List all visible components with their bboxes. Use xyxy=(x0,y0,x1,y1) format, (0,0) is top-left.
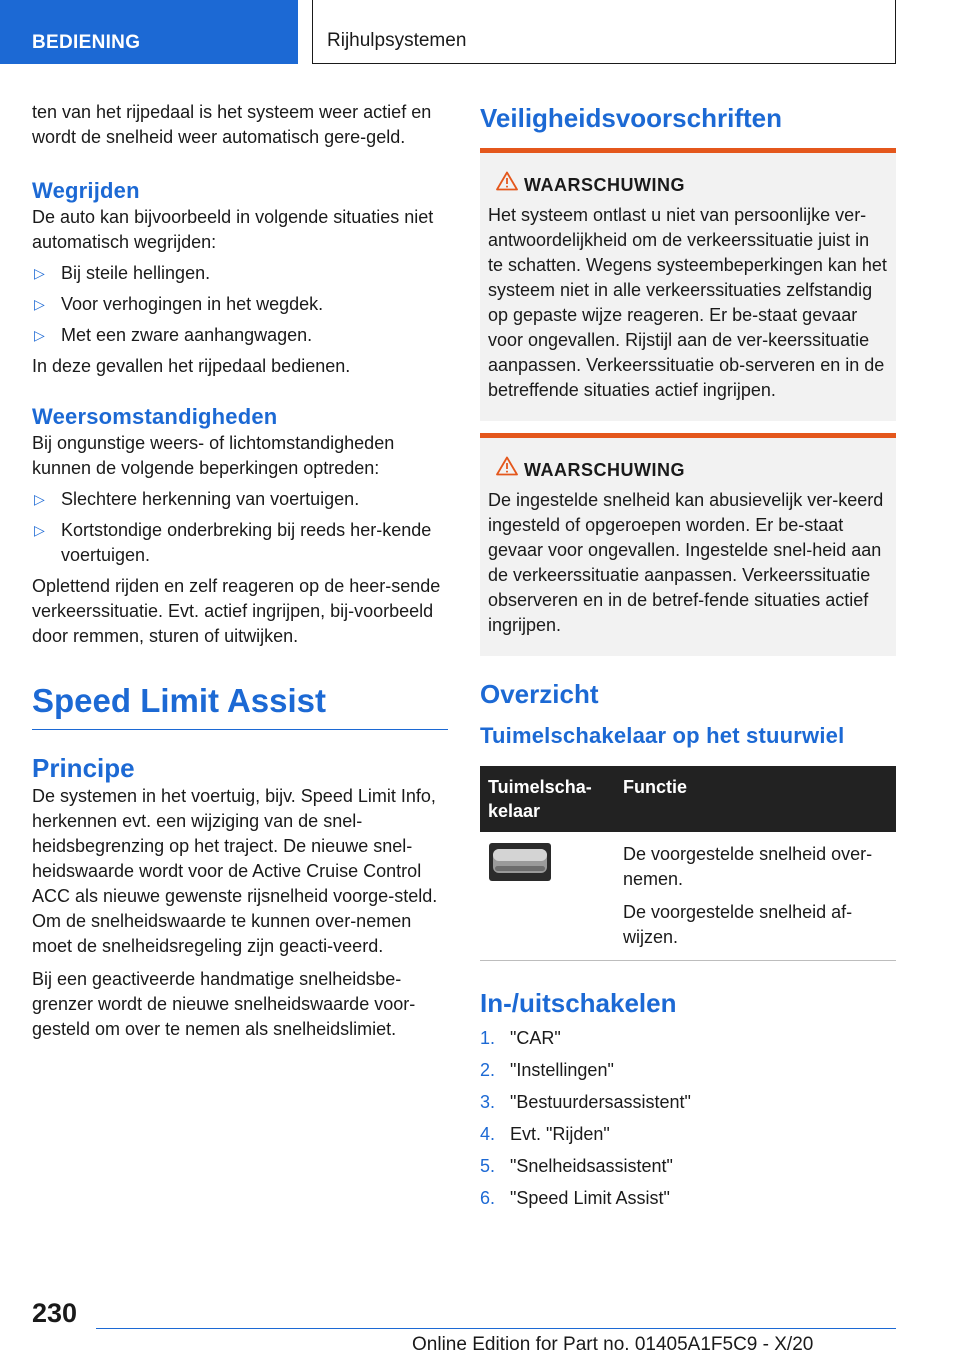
list-item: ▷ Bij steile hellingen. xyxy=(32,261,448,286)
table-header-function: Functie xyxy=(615,766,896,832)
weersomstandigheden-heading: Weersomstandigheden xyxy=(32,404,278,429)
weer-text: Bij ongunstige weers- of lichtomstandigheden kunnen de volgende beperkingen optreden: xyxy=(32,433,395,478)
list-item: ▷ Kortstondige onderbreking bij reeds her-kende voertuigen. xyxy=(34,520,432,565)
triangle-bullet-icon: ▷ xyxy=(34,327,45,343)
list-item: 6. "Speed Limit Assist" xyxy=(480,1188,670,1208)
right-column xyxy=(480,100,896,1211)
wegrijden-heading: Wegrijden xyxy=(32,178,140,203)
warning-title: WAARSCHUWING xyxy=(488,458,888,482)
wegrijden-after: In deze gevallen het rijpedaal bedienen. xyxy=(32,356,351,376)
warning-box xyxy=(480,148,896,421)
controls-table xyxy=(480,766,896,961)
principe-p2: Bij een geactiveerde handmatige snelheidsbe-grenzer wordt de nieuwe snelheidswaarde voor-gesteld om over te nemen als snelheidslimiet. xyxy=(32,969,416,1039)
triangle-bullet-icon: ▷ xyxy=(34,265,45,281)
list-item: 4. Evt. "Rijden" xyxy=(480,1124,610,1144)
rocker-switch-icon xyxy=(488,842,552,882)
intro-paragraph: ten van het rijpedaal is het systeem weer actief en wordt de snelheid weer automatisch gere-geld. xyxy=(32,102,432,147)
tuimelschakelaar-heading: Tuimelschakelaar op het stuurwiel xyxy=(480,723,845,748)
list-item: ▷ Met een zware aanhangwagen. xyxy=(32,323,448,348)
table-header-switch: Tuimelscha-kelaar xyxy=(480,766,615,832)
footer-divider xyxy=(96,1328,896,1329)
chapter-title: Rijhulpsystemen xyxy=(312,0,896,64)
principe-heading: Principe xyxy=(32,753,135,783)
wegrijden-list xyxy=(32,261,448,348)
list-item: ▷ Slechtere herkenning van voertuigen. xyxy=(32,487,448,512)
triangle-bullet-icon: ▷ xyxy=(34,522,45,538)
weer-list xyxy=(32,487,448,568)
warning-box xyxy=(480,433,896,656)
warning-triangle-icon xyxy=(496,456,518,476)
triangle-bullet-icon: ▷ xyxy=(34,491,45,507)
table-row xyxy=(480,832,896,961)
veiligheid-heading: Veiligheidsvoorschriften xyxy=(480,103,782,133)
steps-list xyxy=(480,1026,896,1211)
warning-triangle-icon xyxy=(496,171,518,191)
principe-p1: De systemen in het voertuig, bijv. Speed Limit Info, herkennen evt. een wijziging van de snel-heidsbegrenzing op het traject. De nieuwe snel-heidswaarde wordt voor de Active Cruise Control ACC als nieuwe gewenste rijsnelheid voorge-steld. Om de snelheidswaarde te kunnen over-nemen moet de snelheidsregeling zijn geacti-veerd. xyxy=(32,786,438,956)
speed-limit-assist-heading: Speed Limit Assist xyxy=(32,681,448,730)
in-uitschakelen-heading: In-/uitschakelen xyxy=(480,988,677,1018)
list-item: 5. "Snelheidsassistent" xyxy=(480,1156,673,1176)
left-column xyxy=(32,100,448,1042)
switch-image-cell xyxy=(480,832,615,961)
function-cell xyxy=(615,832,896,961)
triangle-bullet-icon: ▷ xyxy=(34,296,45,312)
weer-after: Oplettend rijden en zelf reageren op de heer-sende verkeerssituatie. Evt. actief ingrijpen, bij-voorbeeld door remmen, sturen of uitwijken. xyxy=(32,576,441,646)
list-item: ▷ Voor verhogingen in het wegdek. xyxy=(32,292,448,317)
list-item: 1. "CAR" xyxy=(480,1028,561,1048)
wegrijden-text: De auto kan bijvoorbeeld in volgende situaties niet automatisch wegrijden: xyxy=(32,207,434,252)
function-accept: De voorgestelde snelheid over-nemen. xyxy=(623,844,873,889)
edition-note: Online Edition for Part no. 01405A1F5C9 - X/20 xyxy=(412,1334,814,1355)
function-reject: De voorgestelde snelheid af-wijzen. xyxy=(623,902,853,947)
list-item: 3. "Bestuurdersassistent" xyxy=(480,1092,691,1112)
page-number: 230 xyxy=(32,1298,78,1328)
warning-text: De ingestelde snelheid kan abusievelijk ver-keerd ingesteld of opgeroepen worden. Er be-staat gevaar voor ongevallen. Ingestelde snel-heid aan de verkeerssituatie aanpassen. Verkeerssituatie observeren en in de betref-fende situaties actief ingrijpen. xyxy=(488,490,884,635)
warning-text: Het systeem ontlast u niet van persoonlijke ver-antwoordelijkheid om de verkeerssituatie juist in te schatten. Wegens systeembeperkingen kan het systeem niet in alle verkeerssituaties zelfstandig op gepaste wijze reageren. Er be-staat gevaar voor ongevallen. Rijstijl aan de ver-keerssituatie aanpassen. Verkeerssituatie ob-serveren en in de betreffende situaties actief ingrijpen. xyxy=(488,205,887,400)
warning-title: WAARSCHUWING xyxy=(488,173,888,197)
overzicht-heading: Overzicht xyxy=(480,679,599,709)
list-item: 2. "Instellingen" xyxy=(480,1060,614,1080)
section-tab: BEDIENING xyxy=(0,0,298,64)
